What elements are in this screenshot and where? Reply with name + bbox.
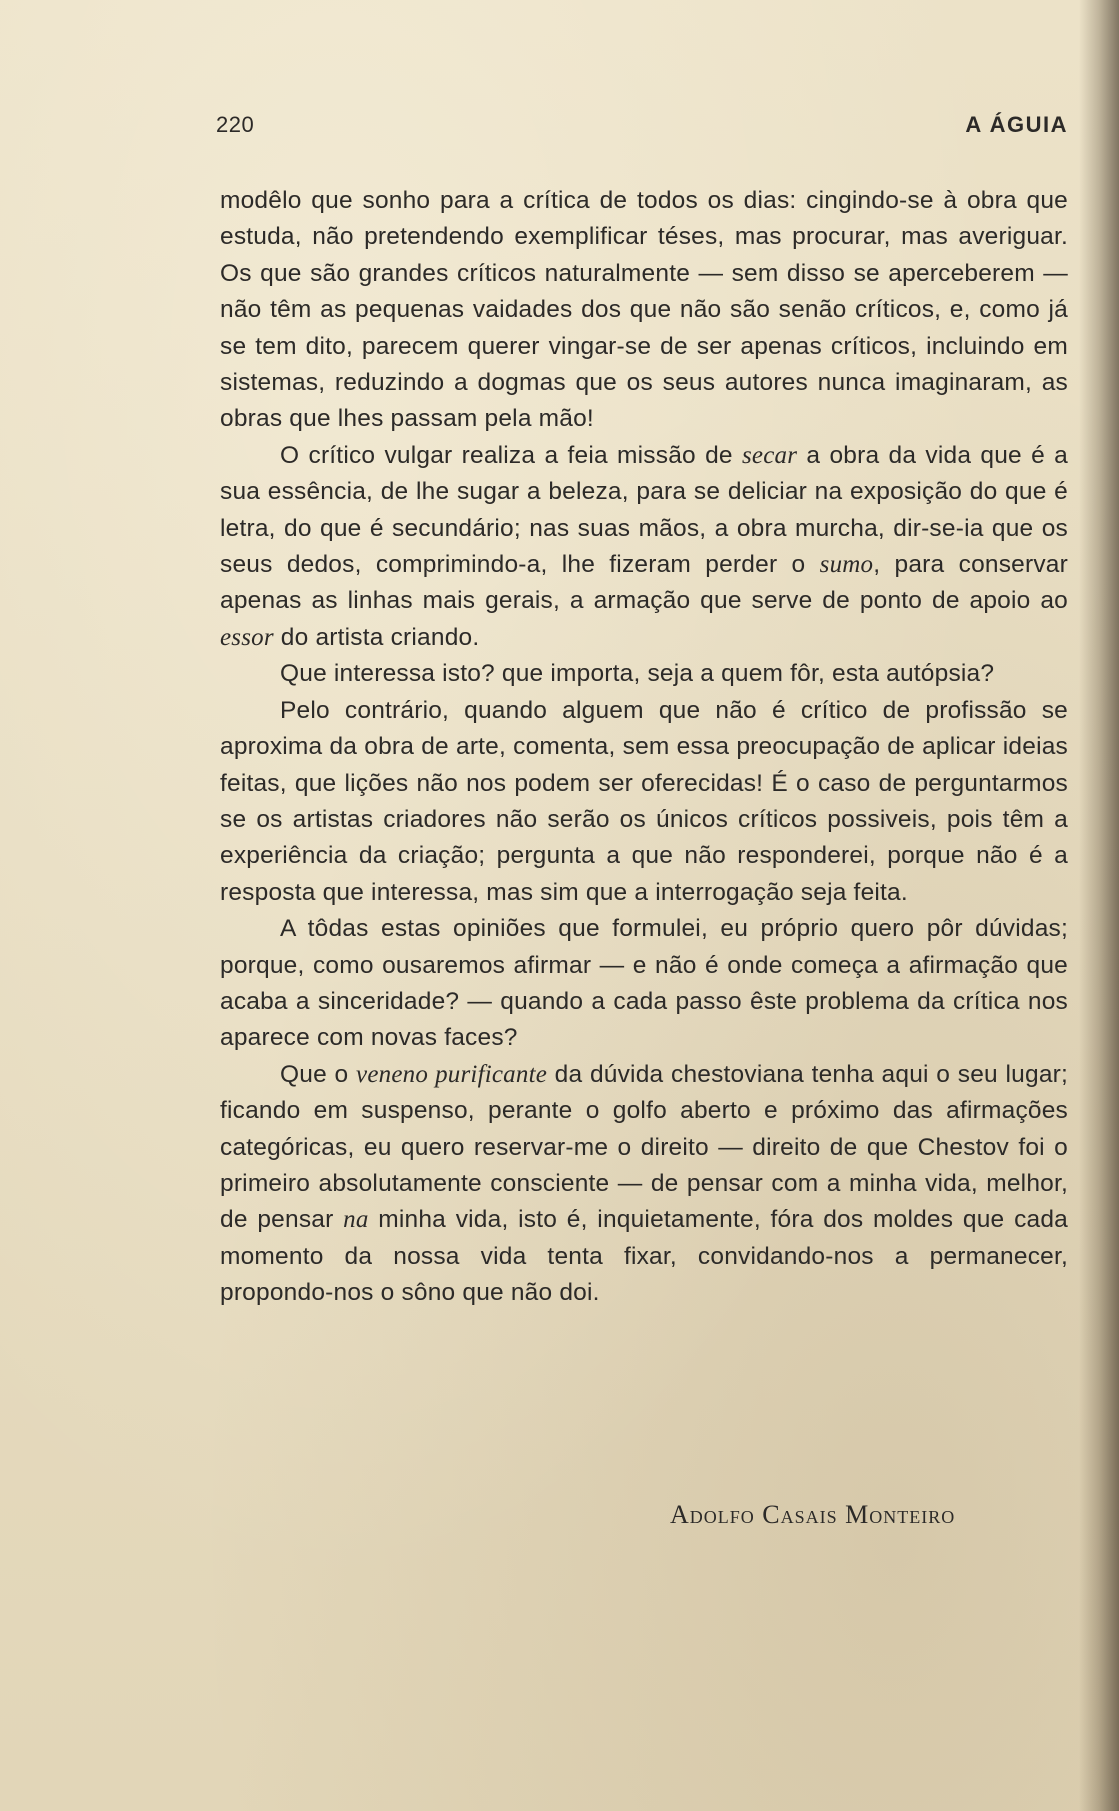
text-run: Que o	[280, 1060, 357, 1088]
running-header	[216, 108, 1068, 144]
paragraph	[220, 183, 1068, 438]
paragraph	[220, 438, 1068, 656]
text-run: modêlo que sonho para a crítica de todos os dias: cingindo-se à obra que estuda, não pretendendo exemplificar téses, mas procurar, mas averiguar. Os que são grandes críticos naturalmente — sem disso se aperceberem — não têm as pequenas vaidades dos que não são senão críticos, e, como já se tem dito, parecem querer vingar-se de ser apenas críticos, incluindo em sistemas, reduzindo a dogmas que os seus autores nunca imaginaram, as obras que lhes passam pela mão!	[220, 187, 1068, 433]
text-run: a obra da vida que é a sua essência, de lhe sugar a beleza, para se deliciar na exposição do que é letra, do que é secundário; nas suas mãos, a obra murcha, dir-se-ia que os seus dedos, comprimindo-a, lhe fizeram perder o	[220, 441, 1068, 579]
author-signature: Adolfo Casais Monteiro	[670, 1500, 956, 1529]
text-run: da dúvida chestoviana tenha aqui o seu lugar; ficando em suspenso, perante o golfo aberto e próximo das afirmações categóricas, eu quero reservar-me o direito — direito de que Chestov foi o primeiro absolutamente consciente — de pensar com a minha vida, melhor, de pensar	[220, 1060, 1069, 1234]
text-run: minha vida, isto é, inquietamente, fóra dos moldes que cada momento da nossa vida tenta fixar, convidando-nos a permanecer, propondo-nos o sôno que não doi.	[220, 1206, 1069, 1307]
italic-text: na	[343, 1206, 369, 1234]
italic-text: veneno purificante	[356, 1060, 548, 1088]
text-run: do artista criando.	[273, 623, 480, 651]
text-run: Que interessa isto? que importa, seja a quem fôr, esta autópsia?	[280, 660, 995, 688]
italic-text: secar	[741, 441, 798, 469]
paragraph	[220, 656, 1068, 692]
page-edge-shadow	[1079, 0, 1119, 1811]
text-run: A tôdas estas opiniões que formulei, eu próprio quero pôr dúvidas; porque, como ousaremos afirmar — e não é onde começa a afirmação que acaba a sinceridade? — quando a cada passo êste problema da crítica nos aparece com novas faces?	[220, 915, 1068, 1052]
italic-text: essor	[220, 623, 274, 651]
text-run: , para conservar apenas as linhas mais gerais, a armação que serve de ponto de apoio ao	[220, 551, 1068, 615]
article-body	[220, 183, 1068, 1312]
page-number: 220	[216, 112, 255, 137]
paragraph	[220, 911, 1068, 1057]
paragraph	[220, 693, 1068, 911]
paragraph	[220, 1057, 1068, 1312]
text-run: Pelo contrário, quando alguem que não é crítico de profissão se aproxima da obra de arte, comenta, sem essa preocupação de aplicar ideias feitas, que lições não nos podem ser oferecidas! É o caso de perguntarmos se os artistas criadores não serão os únicos críticos possiveis, pois têm a experiência da criação; pergunta a que não responderei, porque não é a resposta que interessa, mas sim que a interrogação seja feita.	[220, 696, 1068, 906]
journal-title: A ÁGUIA	[965, 112, 1068, 137]
italic-text: sumo	[819, 551, 874, 579]
text-run: O crítico vulgar realiza a feia missão de	[280, 441, 742, 469]
